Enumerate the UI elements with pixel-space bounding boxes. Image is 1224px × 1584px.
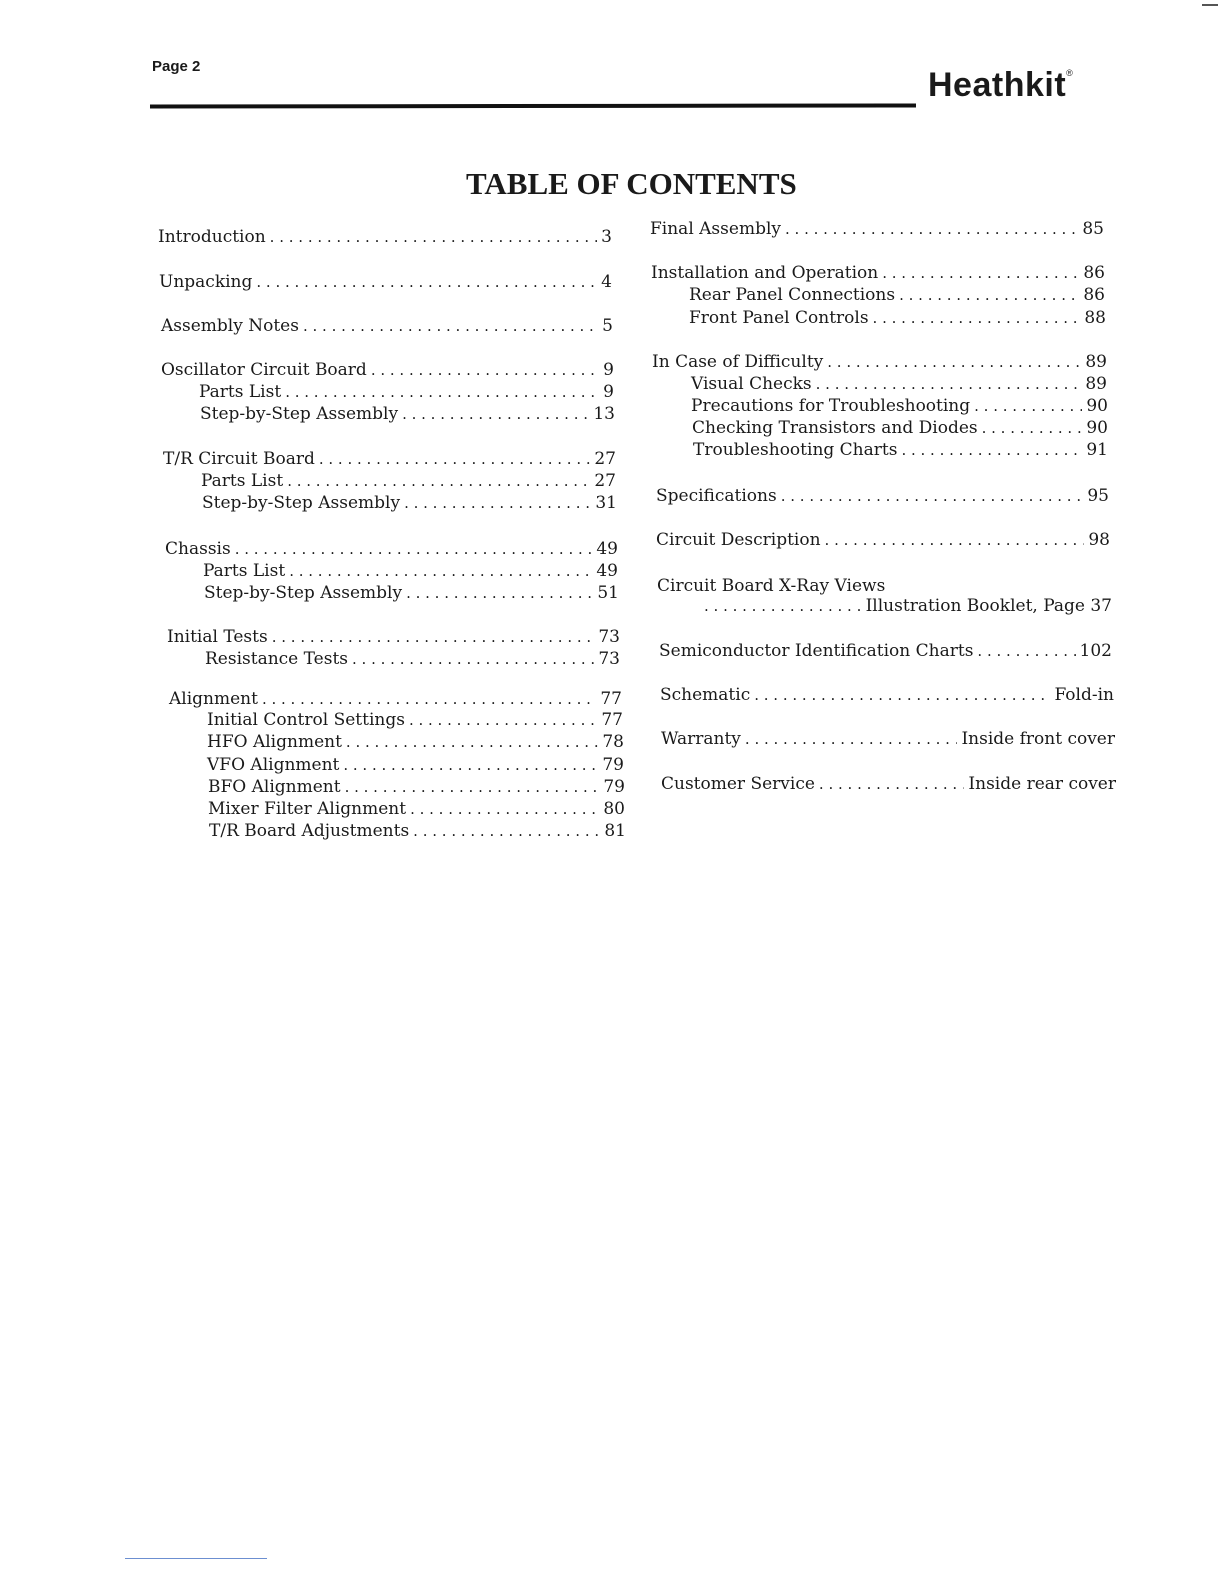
leader-dots xyxy=(345,777,600,798)
toc-subentry xyxy=(203,561,618,582)
toc-entry-label: Parts List xyxy=(201,471,284,491)
toc-entry-label: Rear Panel Connections xyxy=(689,285,896,305)
toc-entry-page: 5 xyxy=(602,316,613,336)
leader-dots xyxy=(785,219,1078,240)
toc-entry-page: 9 xyxy=(603,360,614,380)
toc-entry-label: Step-by-Step Assembly xyxy=(200,404,399,424)
toc-entry-label: Initial Control Settings xyxy=(207,710,405,730)
toc-entry-label: Front Panel Controls xyxy=(689,308,869,328)
brand-name: Heathkit xyxy=(928,66,1067,104)
toc-entry-label: Final Assembly xyxy=(650,219,781,239)
leader-dots xyxy=(882,263,1079,284)
toc-entry-label: Resistance Tests xyxy=(205,649,349,669)
toc-entry-label: Oscillator Circuit Board xyxy=(161,360,367,380)
toc-entry xyxy=(661,729,1115,750)
toc-entry xyxy=(651,263,1105,284)
leader-dots xyxy=(754,685,1050,706)
toc-entry-page: 81 xyxy=(604,821,626,841)
toc-entry-page: 9 xyxy=(603,382,614,402)
toc-entry-label: Introduction xyxy=(158,227,266,247)
corner-mark xyxy=(1202,4,1218,6)
toc-entry xyxy=(167,627,620,648)
leader-dots xyxy=(827,352,1081,373)
leader-dots xyxy=(901,440,1082,461)
toc-entry-page: 80 xyxy=(603,799,625,819)
toc-subentry xyxy=(689,285,1105,306)
toc-entry-label: Parts List xyxy=(199,382,282,402)
toc-subentry xyxy=(199,382,614,403)
leader-dots xyxy=(289,561,592,582)
leader-dots xyxy=(262,689,596,710)
toc-entry xyxy=(652,352,1107,373)
toc-entry-label: T/R Board Adjustments xyxy=(209,821,410,841)
toc-entry-label: Semiconductor Identification Charts xyxy=(659,641,974,661)
toc-subentry xyxy=(689,308,1106,329)
toc-entry-label: Precautions for Troubleshooting xyxy=(691,396,971,416)
toc-entry-page: Illustration Booklet, Page 37 xyxy=(865,596,1112,616)
toc-subentry xyxy=(201,471,616,492)
leader-dots xyxy=(745,729,958,750)
toc-entry-label: Troubleshooting Charts xyxy=(693,440,898,460)
leader-dots xyxy=(404,493,591,514)
toc-entry xyxy=(165,539,618,560)
leader-dots xyxy=(371,360,599,381)
toc-entry-label: In Case of Difficulty xyxy=(652,352,824,372)
leader-dots xyxy=(346,732,598,753)
toc-entry-page: 78 xyxy=(602,732,624,752)
leader-dots xyxy=(825,530,1085,551)
leader-dots xyxy=(819,774,965,795)
toc-subentry xyxy=(693,440,1108,461)
toc-entry-page: 91 xyxy=(1086,440,1108,460)
toc-entry-label: Alignment xyxy=(169,689,258,709)
toc-subentry xyxy=(207,710,623,731)
toc-entry-page: 79 xyxy=(602,755,624,775)
toc-entry xyxy=(158,227,612,248)
toc-entry-page: 49 xyxy=(596,561,618,581)
leader-dots xyxy=(402,404,589,425)
toc-entry-label: Checking Transistors and Diodes xyxy=(692,418,978,438)
toc-entry-label: Circuit Board X-Ray Views xyxy=(657,576,886,596)
toc-subentry xyxy=(207,755,624,776)
toc-entry-label: Step-by-Step Assembly xyxy=(202,493,401,513)
toc-subentry xyxy=(207,732,624,753)
leader-dots xyxy=(352,649,594,670)
toc-entry-page: 79 xyxy=(603,777,625,797)
toc-subentry xyxy=(208,777,625,798)
toc-entry-page: 90 xyxy=(1086,396,1108,416)
leader-dots xyxy=(899,285,1079,306)
toc-entry xyxy=(656,530,1110,551)
toc-entry xyxy=(659,641,1112,662)
toc-entry-page: Inside rear cover xyxy=(968,774,1116,794)
leader-dots xyxy=(974,396,1082,417)
toc-entry-page: 95 xyxy=(1087,486,1109,506)
toc-entry-label: Customer Service xyxy=(661,774,815,794)
leader-dots xyxy=(982,418,1083,439)
toc-entry-page: 90 xyxy=(1086,418,1108,438)
toc-entry-page: 77 xyxy=(600,689,622,709)
toc-entry-label: Mixer Filter Alignment xyxy=(208,799,407,819)
toc-entry-label: Step-by-Step Assembly xyxy=(204,583,403,603)
leader-dots xyxy=(406,583,593,604)
toc-entry-page: 98 xyxy=(1088,530,1110,550)
toc-subentry xyxy=(691,396,1108,417)
toc-subentry xyxy=(691,374,1107,395)
leader-dots xyxy=(272,627,595,648)
toc-entry-page: 102 xyxy=(1079,641,1112,661)
toc-entry xyxy=(661,774,1116,795)
toc-entry-page: Fold-in xyxy=(1054,685,1114,705)
toc-entry-page: 88 xyxy=(1084,308,1106,328)
toc-entry xyxy=(159,272,612,293)
toc-entry xyxy=(660,685,1114,706)
leader-dots xyxy=(343,755,598,776)
toc-entry-page: 86 xyxy=(1083,263,1105,283)
toc-entry-page: 49 xyxy=(596,539,618,559)
toc-entry-page: 13 xyxy=(593,404,615,424)
toc-entry-page: 86 xyxy=(1083,285,1105,305)
toc-entry-label: Circuit Description xyxy=(656,530,821,550)
leader-dots xyxy=(319,449,591,470)
toc-subentry xyxy=(692,418,1108,439)
toc-entry-label: HFO Alignment xyxy=(207,732,342,752)
toc-entry xyxy=(650,219,1104,240)
toc-entry-page: 3 xyxy=(601,227,612,247)
leader-dots xyxy=(781,486,1084,507)
toc-entry xyxy=(169,689,622,710)
toc-entry-label: Schematic xyxy=(660,685,751,705)
footer-line xyxy=(125,1558,267,1559)
toc-entry-page: 85 xyxy=(1082,219,1104,239)
leader-dots xyxy=(704,596,862,617)
leader-dots xyxy=(256,272,597,293)
toc-entry-page: 73 xyxy=(598,627,620,647)
toc-entry-page: 51 xyxy=(597,583,619,603)
toc-entry-label: Assembly Notes xyxy=(161,316,299,336)
toc-entry xyxy=(163,449,616,470)
leader-dots xyxy=(977,641,1075,662)
toc-entry-label: Initial Tests xyxy=(167,627,268,647)
leader-dots xyxy=(413,821,600,842)
toc-entry-page: 73 xyxy=(598,649,620,669)
leader-dots xyxy=(873,308,1081,329)
toc-entry-page: 89 xyxy=(1085,374,1107,394)
toc-entry-label: BFO Alignment xyxy=(208,777,341,797)
toc-entry-page: 77 xyxy=(601,710,623,730)
leader-dots xyxy=(410,799,599,820)
toc-entry-label: Unpacking xyxy=(159,272,253,292)
leader-dots xyxy=(816,374,1082,395)
toc-entry-page: 27 xyxy=(594,449,616,469)
leader-dots xyxy=(270,227,598,248)
brand-logo xyxy=(928,66,1073,105)
page-number: Page 2 xyxy=(152,58,201,75)
toc-entry-page: 4 xyxy=(601,272,612,292)
toc-entry-label: Parts List xyxy=(203,561,286,581)
toc-entry-label: T/R Circuit Board xyxy=(163,449,315,469)
toc-subentry xyxy=(202,493,617,514)
toc-entry-page: 89 xyxy=(1085,352,1107,372)
toc-entry-label: Visual Checks xyxy=(691,374,812,394)
leader-dots xyxy=(287,471,590,492)
header-rule xyxy=(150,103,916,108)
registered-mark: ® xyxy=(1066,68,1074,78)
toc-continuation xyxy=(700,596,1112,617)
toc-entry-page: 31 xyxy=(595,493,617,513)
toc-entry-label: VFO Alignment xyxy=(207,755,340,775)
leader-dots xyxy=(303,316,598,337)
toc-entry-label: Specifications xyxy=(656,486,777,506)
toc-entry xyxy=(161,316,613,337)
toc-entry xyxy=(656,486,1109,507)
toc-entry xyxy=(161,360,614,381)
toc-entry-page: Inside front cover xyxy=(961,729,1115,749)
toc-subentry xyxy=(208,799,625,820)
leader-dots xyxy=(409,710,597,731)
leader-dots xyxy=(235,539,593,560)
toc-entry-label: Chassis xyxy=(165,539,231,559)
leader-dots xyxy=(285,382,599,403)
toc-subentry xyxy=(200,404,615,425)
toc-subentry xyxy=(209,821,626,842)
toc-entry-page: 27 xyxy=(594,471,616,491)
toc-entry-label: Installation and Operation xyxy=(651,263,879,283)
toc-entry-label: Warranty xyxy=(661,729,741,749)
page-title: TABLE OF CONTENTS xyxy=(466,166,797,201)
toc-subentry xyxy=(204,583,619,604)
toc-subentry xyxy=(205,649,620,670)
